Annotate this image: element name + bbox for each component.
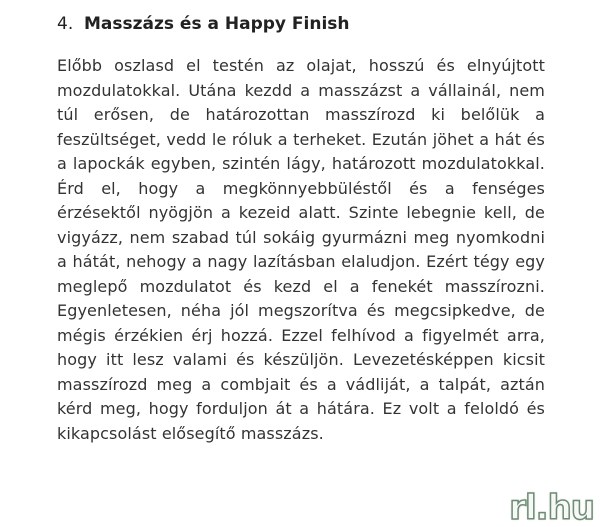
section-body: Előbb oszlasd el testén az olajat, hosszú és elnyújtott mozdulatokkal. Utána kezdd a masszázst a vállainál, nem túl erősen, de határozottan masszírozd ki belőlük a feszültséget, vedd le róluk a terheket. Ezután jöhet a hát és a lapockák egyben, szintén lágy, határozott mozdulatokkal. Érd el, hogy a megkönnyebbüléstől és a fenséges érzésektől nyögjön a kezeid alatt. Szinte lebegnie kell, de vigyázz, nem szabad túl sokáig gyurmázni meg nyomkodni a hátát, nehogy a nagy lazításban elaludjon. Ezért tégy egy meglepő mozdulatot és kezd el a fenekét masszírozni. Egyenletesen, néha jól megszorítva és megcsipkedve, de mégis érzékien érj hozzá. Ezzel felhívod a figyelmét arra, hogy itt lesz valami és készüljön. Levezetésképpen kicsit masszírozd meg a combjait és a vádliját, a talpát, aztán kérd meg, hogy forduljon át a hátára. Ez volt a feloldó és kikapcsolást elősegítő masszázs. [57, 56, 545, 443]
section-number: 4. [57, 14, 74, 34]
section-title: Masszázs és a Happy Finish [84, 14, 350, 34]
section-heading [57, 12, 545, 36]
site-watermark: rl.hu [509, 488, 594, 527]
